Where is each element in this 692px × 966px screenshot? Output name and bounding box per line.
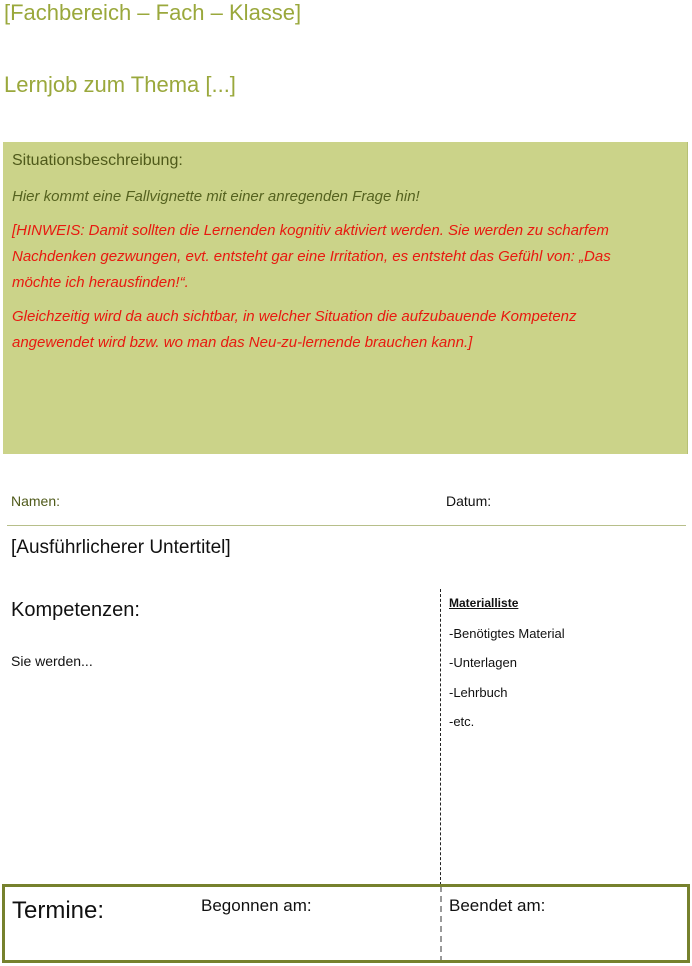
materials-item: -etc. (449, 714, 475, 729)
divider-line (7, 525, 686, 526)
situation-hint (12, 218, 678, 296)
date-label: Datum: (446, 493, 492, 509)
finished-label: Beendet am: (449, 896, 546, 915)
situation-intro: Hier kommt eine Fallvignette mit einer anregenden Frage hin! (12, 188, 420, 205)
started-label: Begonnen am: (201, 896, 312, 915)
situation-visibility-line: angewendet wird bzw. wo man das Neu-zu-lernende brauchen kann.] (12, 334, 473, 351)
competences-text: Sie werden... (11, 653, 93, 669)
name-label: Namen: (11, 493, 61, 509)
situation-visibility-line: Gleichzeitig wird da auch sichtbar, in welcher Situation die aufzubauende Kompetenz (12, 308, 577, 325)
situation-hint-line: Nachdenken gezwungen, evt. entsteht gar eine Irritation, es entsteht das Gefühl von: „Das (12, 248, 611, 265)
competences-heading: Kompetenzen: (11, 599, 140, 621)
situation-heading: Situationsbeschreibung: (12, 152, 183, 169)
materials-item: -Benötigtes Material (449, 626, 565, 641)
situation-hint-line: möchte ich herausfinden!“. (12, 274, 189, 291)
materials-heading: Materialliste (449, 596, 519, 610)
column-divider (440, 589, 441, 885)
situation-box (3, 142, 688, 454)
schedule-label: Termine: (12, 897, 105, 924)
situation-visibility (12, 304, 678, 356)
materials-item: -Unterlagen (449, 655, 517, 670)
schedule-box (2, 884, 690, 963)
page-title: Lernjob zum Thema [...] (4, 72, 236, 97)
situation-hint-line: [HINWEIS: Damit sollten die Lernenden kognitiv aktiviert werden. Sie werden zu scharfem (12, 222, 609, 239)
header-line-1: [Fachbereich – Fach – Klasse] (4, 0, 302, 25)
materials-item: -Lehrbuch (449, 685, 508, 700)
subtitle: [Ausführlicherer Untertitel] (11, 537, 231, 558)
